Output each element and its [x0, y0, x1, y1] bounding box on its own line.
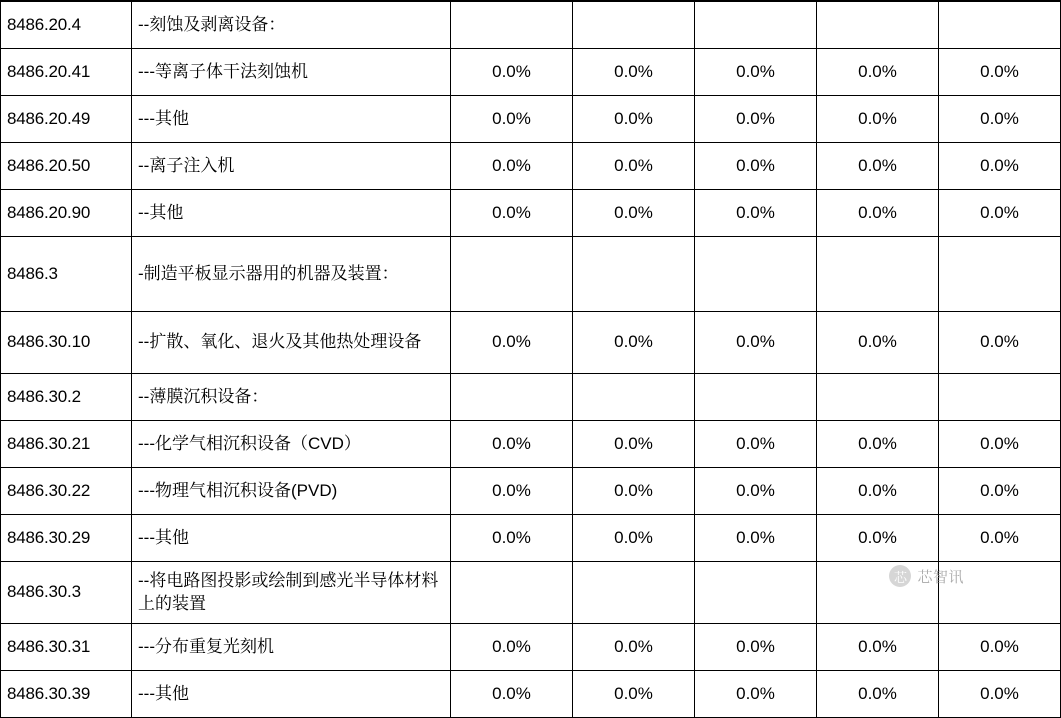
rate-cell-1: 0.0% [451, 49, 573, 96]
table-row [1, 237, 1061, 312]
description-cell: --薄膜沉积设备： [132, 374, 451, 421]
rate-cell-5: 0.0% [939, 190, 1061, 237]
rate-cell-5: 0.0% [939, 143, 1061, 190]
rate-cell-3: 0.0% [695, 421, 817, 468]
table-row [1, 421, 1061, 468]
description-cell: ---等离子体干法刻蚀机 [132, 49, 451, 96]
description-cell: ---分布重复光刻机 [132, 624, 451, 671]
rate-cell-2: 0.0% [573, 671, 695, 718]
table-row [1, 671, 1061, 718]
table-row [1, 624, 1061, 671]
hs-code-cell: 8486.20.49 [1, 96, 132, 143]
rate-cell-1: 0.0% [451, 624, 573, 671]
description-cell: --扩散、氧化、退火及其他热处理设备 [132, 312, 451, 374]
description-cell: ---化学气相沉积设备（CVD） [132, 421, 451, 468]
table-row [1, 562, 1061, 624]
hs-code-cell: 8486.20.50 [1, 143, 132, 190]
rate-cell-4: 0.0% [817, 96, 939, 143]
rate-cell-3 [695, 237, 817, 312]
description-cell: ---其他 [132, 96, 451, 143]
rate-cell-3: 0.0% [695, 624, 817, 671]
description-cell: --其他 [132, 190, 451, 237]
rate-cell-4: 0.0% [817, 624, 939, 671]
rate-cell-3 [695, 1, 817, 49]
rate-cell-2: 0.0% [573, 96, 695, 143]
description-cell: --刻蚀及剥离设备： [132, 1, 451, 49]
rate-cell-5 [939, 1, 1061, 49]
hs-code-cell: 8486.30.39 [1, 671, 132, 718]
table-row [1, 96, 1061, 143]
rate-cell-2: 0.0% [573, 421, 695, 468]
description-cell: --将电路图投影或绘制到感光半导体材料上的装置 [132, 562, 451, 624]
rate-cell-5 [939, 562, 1061, 624]
description-cell: -制造平板显示器用的机器及装置： [132, 237, 451, 312]
rate-cell-3: 0.0% [695, 515, 817, 562]
rate-cell-1: 0.0% [451, 96, 573, 143]
rate-cell-2: 0.0% [573, 190, 695, 237]
rate-cell-4: 0.0% [817, 49, 939, 96]
rate-cell-5 [939, 374, 1061, 421]
table-body [1, 1, 1061, 718]
rate-cell-3: 0.0% [695, 190, 817, 237]
rate-cell-4: 0.0% [817, 515, 939, 562]
description-cell: ---其他 [132, 671, 451, 718]
hs-code-cell: 8486.30.22 [1, 468, 132, 515]
table-row [1, 312, 1061, 374]
rate-cell-1: 0.0% [451, 143, 573, 190]
rate-cell-2: 0.0% [573, 515, 695, 562]
rate-cell-3: 0.0% [695, 671, 817, 718]
rate-cell-1: 0.0% [451, 312, 573, 374]
rate-cell-4 [817, 237, 939, 312]
rate-cell-2 [573, 374, 695, 421]
rate-cell-3: 0.0% [695, 96, 817, 143]
rate-cell-1: 0.0% [451, 671, 573, 718]
rate-cell-2: 0.0% [573, 624, 695, 671]
rate-cell-3: 0.0% [695, 49, 817, 96]
rate-cell-1 [451, 237, 573, 312]
hs-code-cell: 8486.30.10 [1, 312, 132, 374]
rate-cell-2 [573, 237, 695, 312]
rate-cell-2 [573, 1, 695, 49]
hs-code-cell: 8486.20.90 [1, 190, 132, 237]
table-row [1, 515, 1061, 562]
rate-cell-4: 0.0% [817, 312, 939, 374]
rate-cell-5: 0.0% [939, 515, 1061, 562]
watermark-label: 芯智讯 [917, 568, 964, 586]
rate-cell-4 [817, 374, 939, 421]
table-row [1, 143, 1061, 190]
table-row [1, 1, 1061, 49]
table-row [1, 374, 1061, 421]
rate-cell-1 [451, 562, 573, 624]
rate-cell-5: 0.0% [939, 671, 1061, 718]
rate-cell-3: 0.0% [695, 143, 817, 190]
table-row [1, 468, 1061, 515]
rate-cell-5: 0.0% [939, 624, 1061, 671]
rate-cell-1: 0.0% [451, 468, 573, 515]
rate-cell-4: 0.0% [817, 468, 939, 515]
hs-code-cell: 8486.3 [1, 237, 132, 312]
table-row [1, 49, 1061, 96]
rate-cell-3: 0.0% [695, 468, 817, 515]
rate-cell-2: 0.0% [573, 49, 695, 96]
hs-code-cell: 8486.30.29 [1, 515, 132, 562]
rate-cell-4: 0.0% [817, 143, 939, 190]
watermark-logo-icon: 芯 [889, 565, 911, 587]
rate-cell-4 [817, 562, 939, 624]
rate-cell-5 [939, 237, 1061, 312]
hs-code-cell: 8486.30.31 [1, 624, 132, 671]
rate-cell-2: 0.0% [573, 468, 695, 515]
description-cell: ---物理气相沉积设备(PVD) [132, 468, 451, 515]
rate-cell-1: 0.0% [451, 515, 573, 562]
rate-cell-5: 0.0% [939, 96, 1061, 143]
rate-cell-2: 0.0% [573, 143, 695, 190]
hs-code-cell: 8486.20.41 [1, 49, 132, 96]
rate-cell-2: 0.0% [573, 312, 695, 374]
rate-cell-3: 0.0% [695, 312, 817, 374]
hs-code-cell: 8486.30.2 [1, 374, 132, 421]
rate-cell-3 [695, 374, 817, 421]
rate-cell-1 [451, 374, 573, 421]
rate-cell-4 [817, 1, 939, 49]
hs-code-cell: 8486.30.3 [1, 562, 132, 624]
rate-cell-5: 0.0% [939, 312, 1061, 374]
rate-cell-4: 0.0% [817, 190, 939, 237]
table-row [1, 190, 1061, 237]
rate-cell-1: 0.0% [451, 421, 573, 468]
rate-cell-1: 0.0% [451, 190, 573, 237]
rate-cell-5: 0.0% [939, 468, 1061, 515]
rate-cell-4: 0.0% [817, 671, 939, 718]
rate-cell-5: 0.0% [939, 49, 1061, 96]
rate-cell-2 [573, 562, 695, 624]
rate-cell-5: 0.0% [939, 421, 1061, 468]
hs-code-cell: 8486.20.4 [1, 1, 132, 49]
rate-cell-3 [695, 562, 817, 624]
rate-cell-1 [451, 1, 573, 49]
description-cell: ---其他 [132, 515, 451, 562]
rate-cell-4: 0.0% [817, 421, 939, 468]
description-cell: --离子注入机 [132, 143, 451, 190]
hs-code-cell: 8486.30.21 [1, 421, 132, 468]
